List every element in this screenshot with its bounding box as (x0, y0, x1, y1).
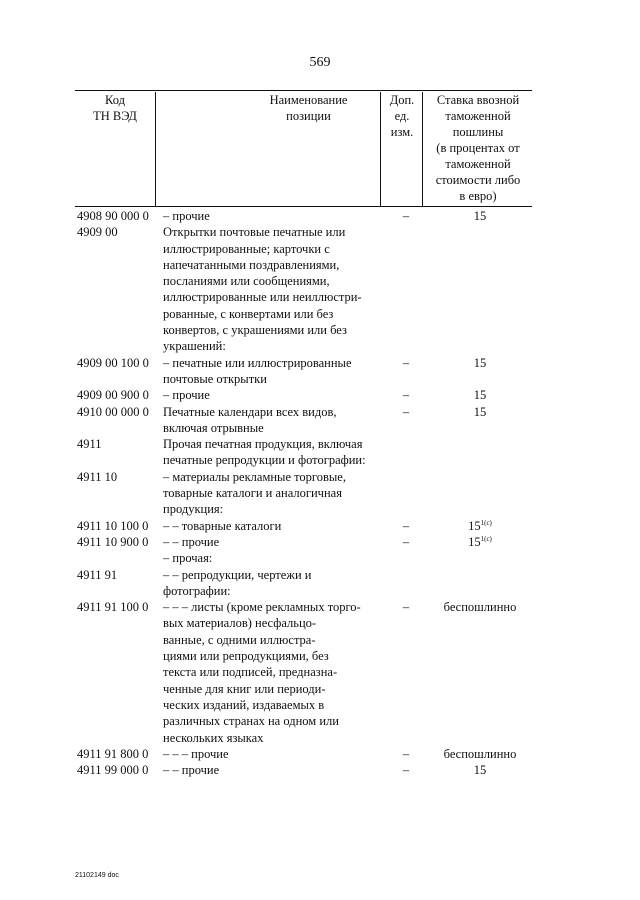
table-row (75, 436, 535, 469)
table-row (75, 387, 535, 403)
table-header (75, 92, 532, 207)
row-code: 4909 00 100 0 (77, 355, 149, 370)
row-unit: – (402, 534, 410, 549)
row-code: 4911 (77, 437, 102, 452)
row-name: – – товарные каталоги (163, 518, 282, 533)
header-rate: Ставка ввозной таможенной пошлины (в процентах от таможенной стоимости либо в евро) (422, 92, 533, 206)
row-name: Печатные календари всех видов, включая отрывные (163, 404, 337, 435)
row-code: 4911 10 900 0 (77, 534, 149, 549)
row-name: – прочие (163, 209, 210, 223)
row-code: 4909 00 900 0 (77, 388, 149, 403)
row-name: Прочая печатная продукция, включая печатные репродукции и фотографии: (163, 437, 366, 468)
table-row (75, 567, 535, 600)
row-rate (430, 404, 530, 420)
table-row (75, 469, 535, 518)
table-top-rule (75, 90, 532, 91)
row-rate (430, 518, 530, 534)
table-row (75, 534, 535, 550)
row-unit: – (402, 209, 410, 223)
table-row (75, 404, 535, 437)
table-row (75, 550, 535, 566)
row-rate-value: 15 (473, 763, 487, 778)
row-unit: – (402, 404, 410, 419)
row-code: 4909 00 (77, 225, 118, 240)
row-code: 4911 91 800 0 (77, 746, 149, 761)
row-code: 4911 10 100 0 (77, 518, 149, 533)
row-unit: – (402, 388, 410, 403)
table-row (75, 518, 535, 534)
row-rate-value: 15 (468, 518, 481, 533)
row-rate-value: беспошлинно (443, 600, 517, 615)
row-code: 4910 00 000 0 (77, 404, 149, 419)
table-row (75, 355, 535, 388)
row-rate-value: 15 (473, 404, 487, 419)
row-name: – – репродукции, чертежи и фотографии: (163, 567, 312, 598)
row-rate-value: 15 (473, 388, 487, 403)
row-unit: – (402, 746, 410, 761)
row-rate-note: 1(c) (480, 534, 492, 543)
row-rate-value: 15 (468, 534, 481, 549)
row-name: – прочие (163, 388, 210, 403)
row-rate-value: 15 (473, 355, 487, 370)
page-number: 569 (309, 55, 331, 70)
row-name: – – прочие (163, 534, 220, 549)
footer-doc-code: 21102149 doc (75, 872, 119, 879)
row-rate (430, 387, 530, 403)
row-rate (430, 762, 530, 778)
table-row (75, 224, 535, 354)
row-name: – печатные или иллюстрированные почтовые открытки (163, 355, 352, 386)
row-rate (430, 599, 530, 615)
table-row (75, 208, 535, 224)
row-name: Открытки почтовые печатные или иллюстрированные; карточки с напечатанными поздравлениями, посланиями или сообщениями, иллюстрированные или неиллюстри- рованные, с конвертами или без конвертов, с украшениями или без украшений: (163, 225, 362, 354)
row-unit: – (402, 763, 410, 778)
row-rate (430, 746, 530, 762)
row-name: – – – прочие (163, 746, 229, 761)
row-name: – материалы рекламные торговые, товарные каталоги и аналогичная продукция: (163, 469, 346, 517)
table-row (75, 762, 535, 778)
row-rate (430, 534, 530, 550)
table-row (75, 599, 535, 746)
row-rate-value: беспошлинно (443, 746, 517, 761)
row-unit: – (402, 355, 410, 370)
row-unit: – (402, 600, 410, 615)
tariff-rows (75, 208, 535, 778)
row-name: – – прочие (163, 763, 220, 778)
table-row (75, 746, 535, 762)
row-code: 4911 99 000 0 (77, 763, 149, 778)
header-unit: Доп. ед. изм. (380, 92, 423, 206)
row-code: 4911 91 (77, 567, 118, 582)
row-unit: – (402, 518, 410, 533)
row-code: 4908 90 000 0 (77, 209, 149, 223)
row-rate (430, 208, 530, 224)
header-code: Код ТН ВЭД (93, 93, 137, 123)
header-name: Наименование позиции (155, 92, 461, 206)
row-name: – прочая: (163, 551, 213, 566)
row-code: 4911 10 (77, 469, 118, 484)
row-rate-value: 15 (473, 209, 487, 223)
row-name: – – – листы (кроме рекламных торго- вых материалов) несфальцо- ванные, с одними иллюстра- циями или репродукциями, без текста или подписей, предназна- ченные для книг или периоди- ческих изданий, издаваемых в различных странах на одном или нескольких языках (163, 600, 361, 745)
row-rate (430, 355, 530, 371)
row-code: 4911 91 100 0 (77, 600, 149, 615)
row-rate-note: 1(c) (480, 518, 492, 527)
